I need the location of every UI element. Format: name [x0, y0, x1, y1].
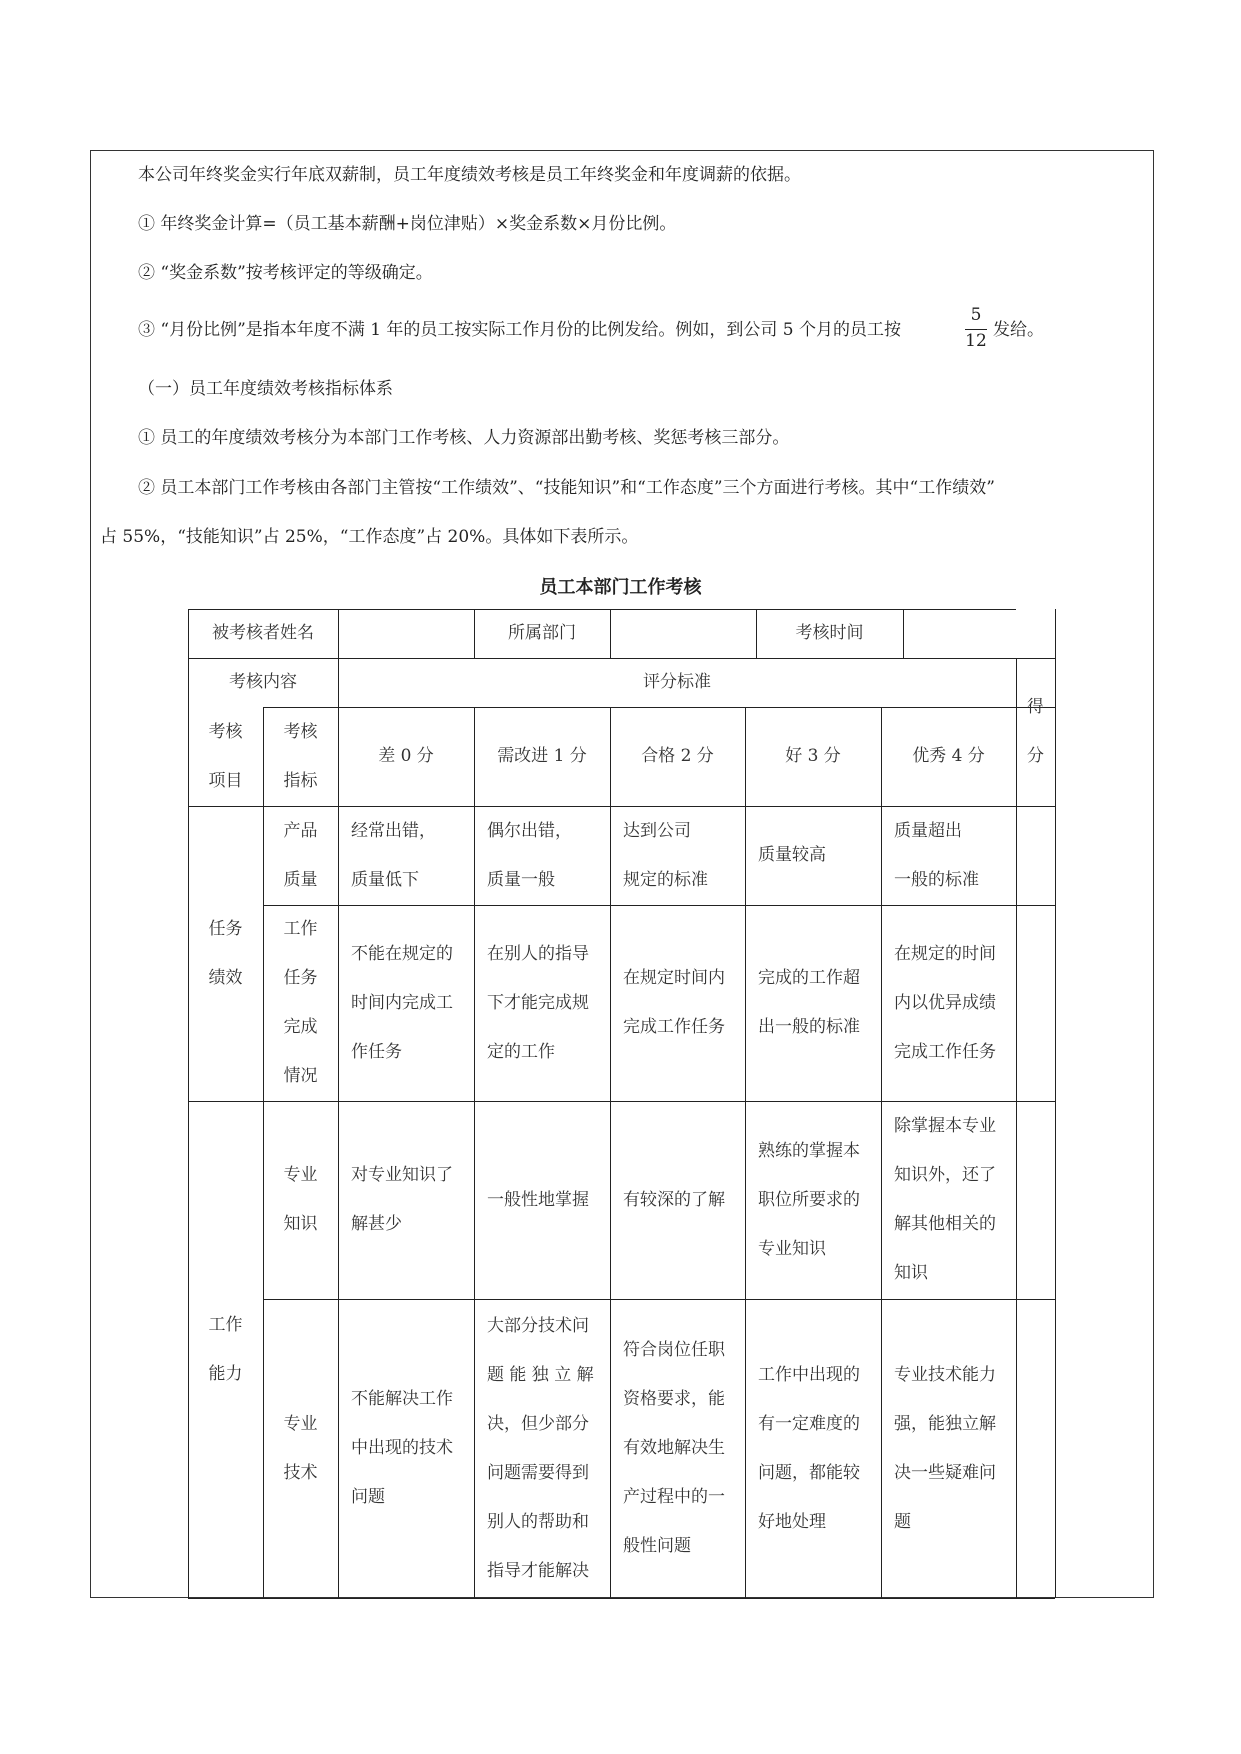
- criteria-cell-line: 不能在规定的: [351, 943, 453, 964]
- table-title: 员工本部门工作考核: [539, 577, 702, 598]
- section-paragraph-2-line-1: ② 员工本部门工作考核由各部门主管按“工作绩效”、“技能知识”和“工作态度”三个方面进行考核。其中“工作绩效”: [138, 478, 995, 498]
- table-col-divider: [1016, 658, 1017, 1598]
- indicator-cell-line: 质量: [283, 869, 318, 890]
- fraction-denominator: 12: [965, 331, 987, 351]
- group-label-line: 绩效: [208, 967, 243, 988]
- criteria-cell-line: 题 能 独 立 解: [487, 1364, 594, 1385]
- indicator-label-line: 指标: [283, 770, 318, 791]
- criteria-cell-line: 般性问题: [623, 1536, 691, 1556]
- criteria-cell-line: 一般的标准: [894, 869, 979, 890]
- criteria-cell-line: 不能解决工作: [351, 1389, 453, 1409]
- criteria-cell-line: 题: [894, 1511, 911, 1532]
- criteria-cell: [881, 807, 1016, 905]
- indicator-label: [263, 708, 338, 806]
- criteria-cell-line: 质量超出: [894, 820, 962, 841]
- indicator-cell-line: 工作: [283, 919, 318, 939]
- fraction-bar: [965, 329, 987, 330]
- criteria-cell-line: 好地处理: [758, 1511, 826, 1532]
- criteria-cell-line: 下才能完成规: [487, 992, 589, 1013]
- table-border-right: [1055, 609, 1056, 658]
- section-paragraph-1: ① 员工的年度绩效考核分为本部门工作考核、人力资源部出勤考核、奖惩考核三部分。: [138, 428, 790, 448]
- criteria-cell-line: 解甚少: [351, 1214, 402, 1234]
- content-label: 考核内容: [229, 672, 297, 692]
- department-label: 所属部门: [508, 623, 576, 643]
- criteria-cell-line: 问题: [351, 1487, 385, 1507]
- criteria-cell-line: 中出现的技术: [351, 1438, 453, 1458]
- table-border-bottom: [188, 1598, 1055, 1599]
- intro-paragraph-2: ① 年终奖金计算=（员工基本薪酬+岗位津贴）×奖金系数×月份比例。: [138, 214, 677, 234]
- indicator-cell-line: 专业: [283, 1413, 318, 1434]
- criteria-cell-line: 资格要求，能: [623, 1389, 725, 1409]
- section-heading: （一）员工年度绩效考核指标体系: [138, 379, 393, 399]
- intro-paragraph-4: ③ “月份比例”是指本年度不满 1 年的员工按实际工作月份的比例发给。例如，到公司 5 个月的员工按: [138, 320, 902, 340]
- criteria-cell: [745, 954, 881, 1052]
- intro-paragraph-3: ② “奖金系数”按考核评定的等级确定。: [138, 263, 433, 283]
- criteria-cell-line: 有效地解决生: [623, 1438, 725, 1458]
- group-label: [188, 905, 263, 1003]
- level-header: 合格 2 分: [641, 746, 714, 766]
- name-label: 被考核者姓名: [212, 623, 314, 643]
- indicator-cell: [263, 807, 338, 905]
- criteria-cell-line: 质量较高: [758, 845, 826, 865]
- level-header: 好 3 分: [785, 746, 841, 766]
- criteria-cell: [610, 1176, 745, 1225]
- criteria-cell: [881, 930, 1016, 1077]
- criteria-cell: [474, 930, 610, 1077]
- criteria-label: 评分标准: [643, 672, 711, 692]
- level-header: 优秀 4 分: [912, 746, 985, 766]
- criteria-cell-line: 一般性地掌握: [487, 1189, 589, 1210]
- criteria-cell-line: 指导才能解决: [487, 1560, 589, 1581]
- criteria-cell-line: 偶尔出错，: [487, 820, 572, 841]
- group-label-line: 能力: [208, 1363, 243, 1384]
- indicator-cell-line: 知识: [283, 1214, 318, 1234]
- criteria-cell-line: 大部分技术问: [487, 1315, 589, 1336]
- table-row-divider: [263, 905, 1055, 906]
- criteria-cell-line: 知识: [894, 1263, 928, 1283]
- criteria-cell-line: 作任务: [351, 1041, 402, 1062]
- indicator-cell-line: 任务: [283, 968, 318, 988]
- criteria-cell-line: 定的工作: [487, 1041, 555, 1062]
- criteria-cell-line: 强，能独立解: [894, 1413, 996, 1434]
- criteria-cell-line: 除掌握本专业: [894, 1116, 996, 1136]
- criteria-cell-line: 在规定时间内: [623, 968, 725, 988]
- criteria-cell-line: 经常出错，: [351, 820, 436, 841]
- indicator-cell-line: 产品: [283, 820, 318, 841]
- table-col-divider: [903, 609, 904, 658]
- criteria-cell-line: 完成工作任务: [894, 1041, 996, 1062]
- criteria-cell-line: 符合岗位任职: [623, 1340, 725, 1360]
- criteria-cell: [338, 1375, 474, 1522]
- item-label: [188, 708, 263, 806]
- indicator-cell-line: 完成: [283, 1017, 318, 1037]
- criteria-cell: [610, 954, 745, 1052]
- criteria-cell: [338, 930, 474, 1077]
- indicator-cell-line: 专业: [283, 1165, 318, 1185]
- indicator-cell: [263, 905, 338, 1101]
- intro-paragraph-1: 本公司年终奖金实行年底双薪制，员工年度绩效考核是员工年终奖金和年度调薪的依据。: [138, 165, 801, 185]
- criteria-cell: [610, 807, 745, 905]
- group-label: [188, 1301, 263, 1399]
- criteria-cell-line: 专业技术能力: [894, 1364, 996, 1385]
- table-row-divider: [263, 707, 1055, 708]
- criteria-cell-line: 专业知识: [758, 1238, 826, 1259]
- criteria-cell-line: 解其他相关的: [894, 1214, 996, 1234]
- indicator-cell-line: 情况: [283, 1066, 318, 1086]
- criteria-cell: [474, 1176, 610, 1225]
- criteria-cell-line: 别人的帮助和: [487, 1511, 589, 1532]
- criteria-cell-line: 产过程中的一: [623, 1487, 725, 1507]
- criteria-cell-line: 内以优异成绩: [894, 992, 996, 1013]
- criteria-cell: [745, 831, 881, 880]
- criteria-cell-line: 决，但少部分: [487, 1413, 589, 1434]
- level-header: 差 0 分: [378, 746, 434, 766]
- score-label-line: 得: [1027, 697, 1044, 717]
- criteria-cell-line: 职位所要求的: [758, 1189, 860, 1210]
- criteria-cell-line: 规定的标准: [623, 869, 708, 890]
- fraction-numerator: 5: [970, 305, 982, 325]
- criteria-cell: [745, 1127, 881, 1274]
- criteria-cell-line: 工作中出现的: [758, 1364, 860, 1385]
- criteria-cell-line: 完成工作任务: [623, 1017, 725, 1037]
- criteria-cell-line: 有较深的了解: [623, 1189, 725, 1210]
- criteria-cell: [474, 1302, 610, 1596]
- criteria-cell-line: 问题需要得到: [487, 1462, 589, 1483]
- criteria-cell-line: 熟练的掌握本: [758, 1140, 860, 1161]
- criteria-cell-line: 完成的工作超: [758, 968, 860, 988]
- criteria-cell-line: 达到公司: [623, 820, 691, 841]
- criteria-cell-line: 决一些疑难问: [894, 1462, 996, 1483]
- table-row-divider: [263, 1299, 1055, 1300]
- criteria-cell-line: 问题，都能较: [758, 1462, 860, 1483]
- level-header: 需改进 1 分: [497, 746, 587, 766]
- group-label-line: 工作: [208, 1314, 243, 1335]
- criteria-cell: [881, 1351, 1016, 1547]
- criteria-cell: [474, 807, 610, 905]
- table-col-divider: [610, 609, 611, 658]
- criteria-cell-line: 出一般的标准: [758, 1017, 860, 1037]
- criteria-cell-line: 知识外，还了: [894, 1165, 996, 1185]
- criteria-cell: [610, 1326, 745, 1571]
- item-label-line: 项目: [208, 770, 243, 791]
- criteria-cell-line: 时间内完成工: [351, 992, 453, 1013]
- indicator-cell: [263, 1400, 338, 1498]
- indicator-cell-line: 技术: [283, 1462, 318, 1483]
- intro-paragraph-4-end: 发给。: [993, 320, 1044, 340]
- item-label-line: 考核: [208, 721, 243, 742]
- time-label: 考核时间: [795, 623, 864, 643]
- indicator-cell: [263, 1151, 338, 1249]
- criteria-cell-line: 在别人的指导: [487, 943, 589, 964]
- indicator-label-line: 考核: [283, 721, 318, 742]
- criteria-cell-line: 在规定的时间: [894, 943, 996, 964]
- criteria-cell-line: 质量一般: [487, 869, 555, 890]
- section-paragraph-2-line-2: 占 55%，“技能知识”占 25%，“工作态度”占 20%。具体如下表所示。: [100, 527, 639, 547]
- criteria-cell: [338, 807, 474, 905]
- score-label-line: 分: [1027, 746, 1044, 766]
- criteria-cell-line: 有一定难度的: [758, 1413, 860, 1434]
- criteria-cell: [881, 1102, 1016, 1298]
- criteria-cell: [338, 1151, 474, 1249]
- group-label-line: 任务: [208, 918, 243, 939]
- criteria-cell-line: 对专业知识了: [351, 1165, 453, 1185]
- criteria-cell-line: 质量低下: [351, 869, 419, 890]
- table-border-right: [1055, 658, 1056, 1598]
- score-label: [1016, 683, 1055, 781]
- criteria-cell: [745, 1351, 881, 1547]
- table-row-divider: [1016, 658, 1055, 659]
